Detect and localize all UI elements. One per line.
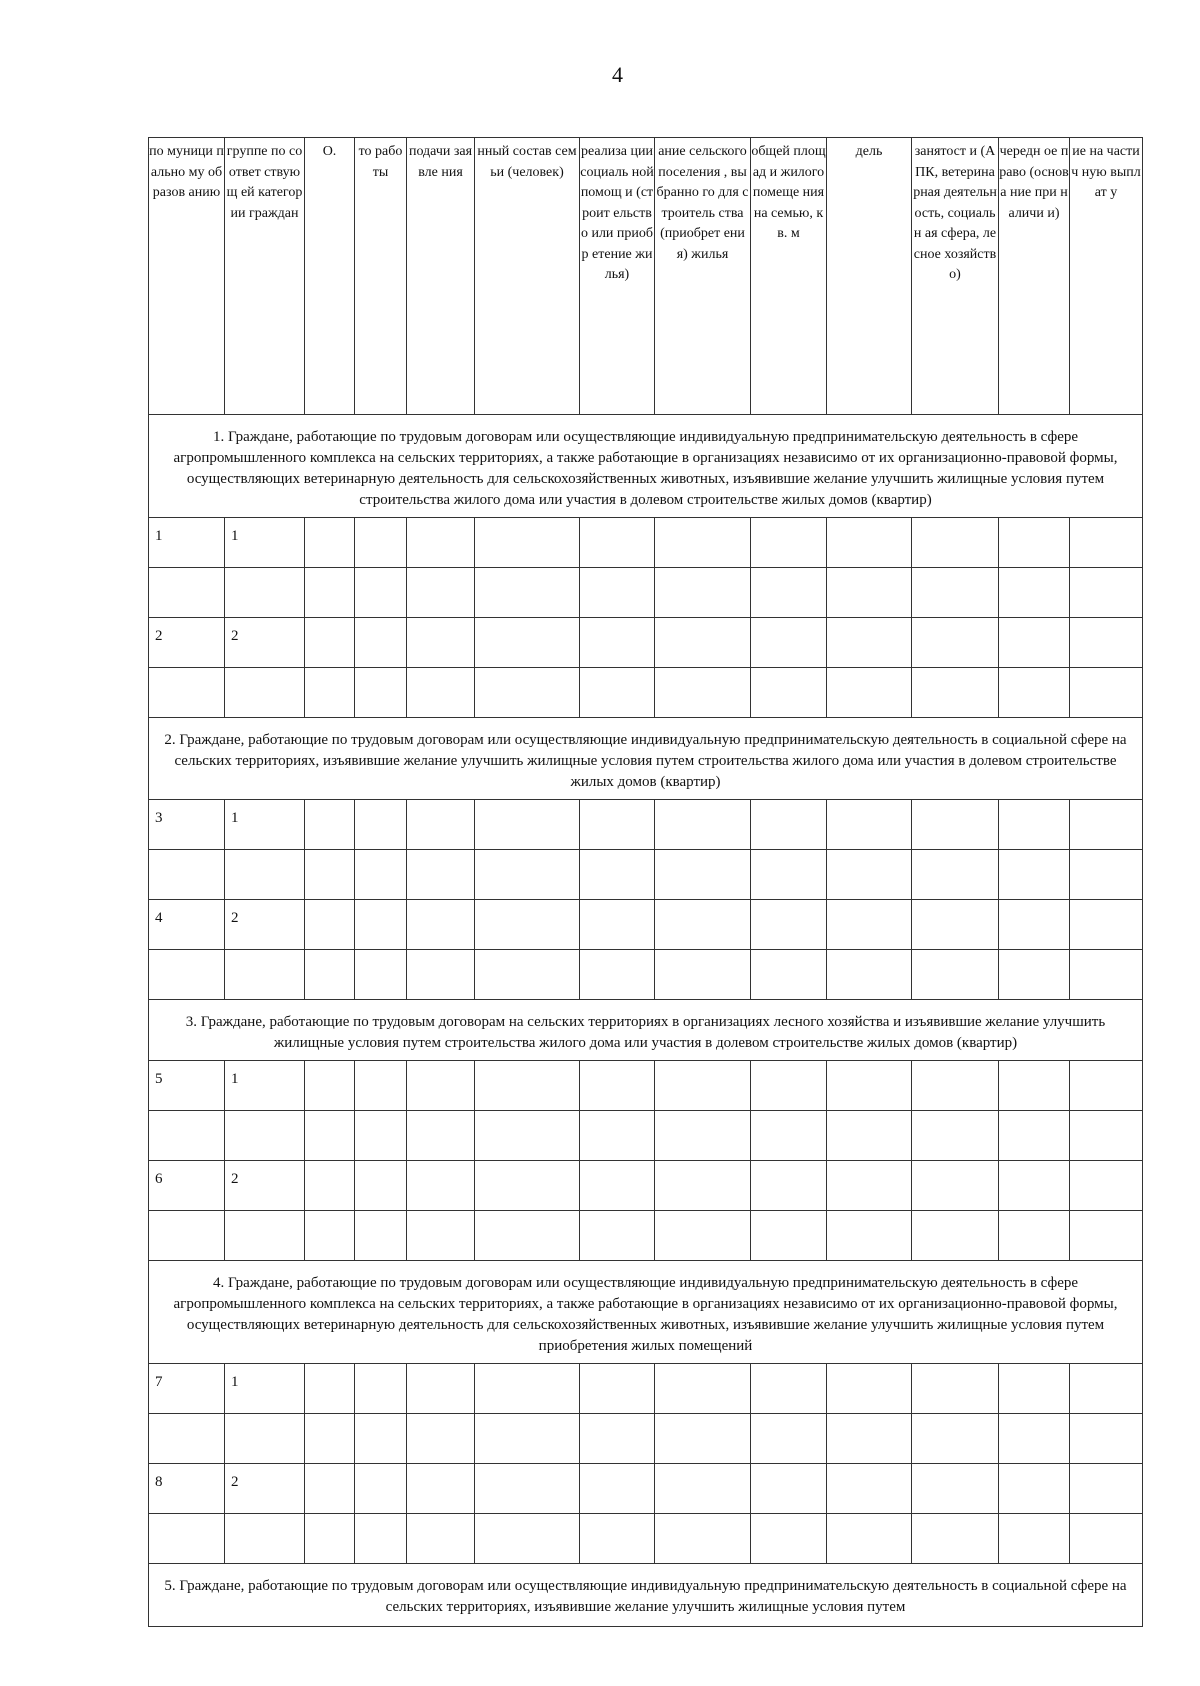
empty-cell (580, 850, 655, 900)
empty-cell (912, 800, 999, 850)
group-number-cell: 2 (225, 618, 305, 668)
empty-cell (751, 1414, 827, 1464)
empty-cell (912, 1364, 999, 1414)
empty-cell (999, 618, 1070, 668)
empty-cell (580, 950, 655, 1000)
empty-cell (999, 1464, 1070, 1514)
empty-cell (407, 950, 475, 1000)
empty-cell (999, 900, 1070, 950)
section-row (149, 415, 1143, 518)
empty-cell (912, 850, 999, 900)
empty-cell (1070, 1464, 1143, 1514)
header-cell: дель (827, 138, 912, 415)
empty-cell (827, 568, 912, 618)
empty-cell (475, 900, 580, 950)
group-number-cell: 2 (225, 1464, 305, 1514)
empty-cell (1070, 1061, 1143, 1111)
empty-cell (407, 1211, 475, 1261)
empty-cell (655, 1464, 751, 1514)
empty-cell (407, 1111, 475, 1161)
empty-cell (407, 618, 475, 668)
empty-cell (827, 1061, 912, 1111)
empty-cell (655, 618, 751, 668)
empty-cell (1070, 1111, 1143, 1161)
empty-cell (827, 950, 912, 1000)
empty-cell (355, 1211, 407, 1261)
empty-cell (475, 1111, 580, 1161)
empty-cell (751, 850, 827, 900)
header-cell: по муници пально му образов анию (149, 138, 225, 415)
empty-cell (999, 518, 1070, 568)
empty-cell (475, 850, 580, 900)
empty-cell (655, 900, 751, 950)
empty-cell (355, 1161, 407, 1211)
header-cell: группе по соответ ствующ ей категор ии граждан (225, 138, 305, 415)
section-row (149, 1261, 1143, 1364)
empty-cell (827, 1464, 912, 1514)
table-row (149, 900, 1143, 950)
table-row (149, 1111, 1143, 1161)
empty-cell (912, 1414, 999, 1464)
row-number-cell (149, 668, 225, 718)
empty-cell (912, 1111, 999, 1161)
empty-cell (305, 618, 355, 668)
empty-cell (355, 568, 407, 618)
empty-cell (355, 1111, 407, 1161)
empty-cell (912, 568, 999, 618)
row-number-cell (149, 568, 225, 618)
empty-cell (999, 850, 1070, 900)
empty-cell (655, 1414, 751, 1464)
header-cell: нный состав семьи (человек) (475, 138, 580, 415)
empty-cell (655, 950, 751, 1000)
empty-cell (912, 1464, 999, 1514)
empty-cell (827, 800, 912, 850)
empty-cell (655, 1364, 751, 1414)
empty-cell (1070, 1414, 1143, 1464)
empty-cell (475, 1364, 580, 1414)
empty-cell (305, 1364, 355, 1414)
empty-cell (355, 518, 407, 568)
empty-cell (1070, 900, 1143, 950)
table-row (149, 850, 1143, 900)
group-number-cell (225, 1111, 305, 1161)
empty-cell (999, 1111, 1070, 1161)
group-number-cell (225, 668, 305, 718)
row-number-cell: 5 (149, 1061, 225, 1111)
section-row (149, 1564, 1143, 1627)
table-row (149, 1061, 1143, 1111)
empty-cell (827, 1414, 912, 1464)
empty-cell (827, 668, 912, 718)
header-cell: то рабо ты (355, 138, 407, 415)
row-number-cell (149, 1211, 225, 1261)
empty-cell (305, 800, 355, 850)
empty-cell (475, 518, 580, 568)
row-number-cell: 8 (149, 1464, 225, 1514)
group-number-cell (225, 568, 305, 618)
empty-cell (475, 1161, 580, 1211)
empty-cell (999, 950, 1070, 1000)
empty-cell (355, 618, 407, 668)
section-heading: 2. Граждане, работающие по трудовым договорам или осуществляющие индивидуальную предпринимательскую деятельность в социальной сфере на сельских территориях, изъявившие желание улучшить жилищные условия путем строительства жилого дома или участия в долевом строительстве жилых домов (квартир) (149, 718, 1143, 800)
empty-cell (475, 618, 580, 668)
group-number-cell: 1 (225, 518, 305, 568)
row-number-cell: 7 (149, 1364, 225, 1414)
empty-cell (655, 568, 751, 618)
empty-cell (355, 950, 407, 1000)
empty-cell (355, 1364, 407, 1414)
empty-cell (999, 1061, 1070, 1111)
empty-cell (407, 1161, 475, 1211)
empty-cell (475, 668, 580, 718)
empty-cell (751, 568, 827, 618)
empty-cell (355, 800, 407, 850)
empty-cell (407, 1514, 475, 1564)
empty-cell (912, 900, 999, 950)
group-number-cell (225, 1414, 305, 1464)
empty-cell (407, 900, 475, 950)
empty-cell (655, 1111, 751, 1161)
header-cell: реализа ции социаль ной помощ и (строит ельство или приобр етение жилья) (580, 138, 655, 415)
empty-cell (1070, 1364, 1143, 1414)
row-number-cell: 1 (149, 518, 225, 568)
group-number-cell (225, 850, 305, 900)
empty-cell (751, 1161, 827, 1211)
empty-cell (912, 1161, 999, 1211)
empty-cell (580, 1464, 655, 1514)
empty-cell (305, 1161, 355, 1211)
header-cell: общей площад и жилого помеще ния на семью, кв. м (751, 138, 827, 415)
table-row (149, 668, 1143, 718)
row-number-cell: 3 (149, 800, 225, 850)
empty-cell (580, 518, 655, 568)
table-row (149, 1161, 1143, 1211)
empty-cell (751, 518, 827, 568)
group-number-cell (225, 1514, 305, 1564)
empty-cell (751, 618, 827, 668)
row-number-cell (149, 950, 225, 1000)
empty-cell (999, 1414, 1070, 1464)
empty-cell (580, 618, 655, 668)
empty-cell (580, 1364, 655, 1414)
empty-cell (475, 568, 580, 618)
empty-cell (655, 1514, 751, 1564)
empty-cell (912, 668, 999, 718)
empty-cell (1070, 800, 1143, 850)
row-number-cell: 4 (149, 900, 225, 950)
empty-cell (827, 1211, 912, 1261)
empty-cell (475, 1464, 580, 1514)
table-row (149, 1464, 1143, 1514)
header-cell: чередн ое право (основа ние при наличи и) (999, 138, 1070, 415)
empty-cell (655, 1211, 751, 1261)
group-number-cell (225, 950, 305, 1000)
empty-cell (999, 1211, 1070, 1261)
empty-cell (827, 1364, 912, 1414)
row-number-cell (149, 1111, 225, 1161)
group-number-cell: 2 (225, 1161, 305, 1211)
table-row (149, 518, 1143, 568)
empty-cell (355, 1414, 407, 1464)
empty-cell (407, 1061, 475, 1111)
empty-cell (305, 518, 355, 568)
table-row (149, 800, 1143, 850)
empty-cell (580, 800, 655, 850)
empty-cell (305, 900, 355, 950)
empty-cell (655, 850, 751, 900)
empty-cell (655, 800, 751, 850)
empty-cell (407, 568, 475, 618)
header-cell: ие на частич ную выплат у (1070, 138, 1143, 415)
empty-cell (475, 950, 580, 1000)
empty-cell (1070, 1161, 1143, 1211)
empty-cell (475, 1414, 580, 1464)
header-row (149, 138, 1143, 415)
empty-cell (999, 668, 1070, 718)
empty-cell (305, 1211, 355, 1261)
empty-cell (580, 668, 655, 718)
empty-cell (1070, 950, 1143, 1000)
empty-cell (751, 1364, 827, 1414)
empty-cell (580, 1514, 655, 1564)
empty-cell (1070, 518, 1143, 568)
section-heading: 5. Граждане, работающие по трудовым договорам или осуществляющие индивидуальную предпринимательскую деятельность в социальной сфере на сельских территориях, изъявившие желание улучшить жилищные условия путем (149, 1564, 1143, 1627)
page-number: 4 (612, 62, 623, 87)
section-row (149, 718, 1143, 800)
empty-cell (999, 1514, 1070, 1564)
empty-cell (751, 800, 827, 850)
empty-cell (751, 1111, 827, 1161)
empty-cell (475, 1061, 580, 1111)
empty-cell (305, 1111, 355, 1161)
empty-cell (580, 1161, 655, 1211)
empty-cell (1070, 1211, 1143, 1261)
table-row (149, 950, 1143, 1000)
empty-cell (827, 518, 912, 568)
section-heading: 4. Граждане, работающие по трудовым договорам или осуществляющие индивидуальную предпринимательскую деятельность в сфере агропромышленного комплекса на сельских территориях, а также работающие в организациях независимо от их организационно-правовой формы, осуществляющих ветеринарную деятельность для сельскохозяйственных животных, изъявившие желание улучшить жилищные условия путем приобретения жилых помещений (149, 1261, 1143, 1364)
empty-cell (580, 1061, 655, 1111)
empty-cell (751, 1061, 827, 1111)
empty-cell (355, 1464, 407, 1514)
section-row (149, 1000, 1143, 1061)
empty-cell (1070, 618, 1143, 668)
empty-cell (912, 1211, 999, 1261)
header-cell: подачи заявле ния (407, 138, 475, 415)
row-number-cell (149, 850, 225, 900)
empty-cell (355, 668, 407, 718)
empty-cell (751, 668, 827, 718)
empty-cell (580, 1414, 655, 1464)
empty-cell (912, 1061, 999, 1111)
empty-cell (580, 1111, 655, 1161)
empty-cell (355, 850, 407, 900)
empty-cell (407, 800, 475, 850)
empty-cell (655, 1161, 751, 1211)
empty-cell (999, 1364, 1070, 1414)
group-number-cell: 1 (225, 1061, 305, 1111)
empty-cell (751, 1514, 827, 1564)
empty-cell (407, 1464, 475, 1514)
empty-cell (305, 850, 355, 900)
empty-cell (751, 1464, 827, 1514)
empty-cell (407, 1364, 475, 1414)
empty-cell (1070, 568, 1143, 618)
empty-cell (407, 668, 475, 718)
empty-cell (912, 618, 999, 668)
empty-cell (355, 1514, 407, 1564)
empty-cell (355, 900, 407, 950)
empty-cell (999, 800, 1070, 850)
table-row (149, 1514, 1143, 1564)
empty-cell (751, 900, 827, 950)
header-cell: занятост и (АПК, ветерина рная деятельн ость, социальн ая сфера, лесное хозяйств о) (912, 138, 999, 415)
empty-cell (305, 1414, 355, 1464)
empty-cell (305, 950, 355, 1000)
empty-cell (305, 568, 355, 618)
empty-cell (475, 1211, 580, 1261)
empty-cell (580, 568, 655, 618)
header-cell: ание сельского поселения , выбранно го для строитель ства (приобрет ения) жилья (655, 138, 751, 415)
empty-cell (580, 900, 655, 950)
empty-cell (1070, 850, 1143, 900)
registry-table (148, 137, 1143, 1627)
empty-cell (827, 618, 912, 668)
empty-cell (1070, 668, 1143, 718)
row-number-cell (149, 1414, 225, 1464)
empty-cell (655, 1061, 751, 1111)
empty-cell (827, 850, 912, 900)
table-row (149, 1414, 1143, 1464)
empty-cell (751, 950, 827, 1000)
empty-cell (655, 518, 751, 568)
empty-cell (305, 1061, 355, 1111)
empty-cell (305, 668, 355, 718)
table-row (149, 1364, 1143, 1414)
empty-cell (827, 900, 912, 950)
row-number-cell (149, 1514, 225, 1564)
empty-cell (999, 1161, 1070, 1211)
header-cell: О. (305, 138, 355, 415)
table-row (149, 618, 1143, 668)
empty-cell (305, 1514, 355, 1564)
empty-cell (999, 568, 1070, 618)
table-row (149, 568, 1143, 618)
empty-cell (912, 950, 999, 1000)
empty-cell (475, 1514, 580, 1564)
empty-cell (827, 1111, 912, 1161)
empty-cell (305, 1464, 355, 1514)
empty-cell (407, 518, 475, 568)
group-number-cell: 1 (225, 1364, 305, 1414)
empty-cell (355, 1061, 407, 1111)
row-number-cell: 6 (149, 1161, 225, 1211)
table-row (149, 1211, 1143, 1261)
empty-cell (655, 668, 751, 718)
section-heading: 1. Граждане, работающие по трудовым договорам или осуществляющие индивидуальную предпринимательскую деятельность в сфере агропромышленного комплекса на сельских территориях, а также работающие в организациях независимо от их организационно-правовой формы, осуществляющих ветеринарную деятельность для сельскохозяйственных животных, изъявившие желание улучшить жилищные условия путем строительства жилого дома или участия в долевом строительстве жилых домов (квартир) (149, 415, 1143, 518)
empty-cell (751, 1211, 827, 1261)
empty-cell (827, 1514, 912, 1564)
empty-cell (407, 850, 475, 900)
group-number-cell: 1 (225, 800, 305, 850)
empty-cell (580, 1211, 655, 1261)
section-heading: 3. Граждане, работающие по трудовым договорам на сельских территориях в организациях лесного хозяйства и изъявившие желание улучшить жилищные условия путем строительства жилого дома или участия в долевом строительстве жилых домов (квартир) (149, 1000, 1143, 1061)
empty-cell (827, 1161, 912, 1211)
empty-cell (407, 1414, 475, 1464)
empty-cell (912, 518, 999, 568)
row-number-cell: 2 (149, 618, 225, 668)
empty-cell (1070, 1514, 1143, 1564)
group-number-cell (225, 1211, 305, 1261)
empty-cell (475, 800, 580, 850)
group-number-cell: 2 (225, 900, 305, 950)
empty-cell (912, 1514, 999, 1564)
